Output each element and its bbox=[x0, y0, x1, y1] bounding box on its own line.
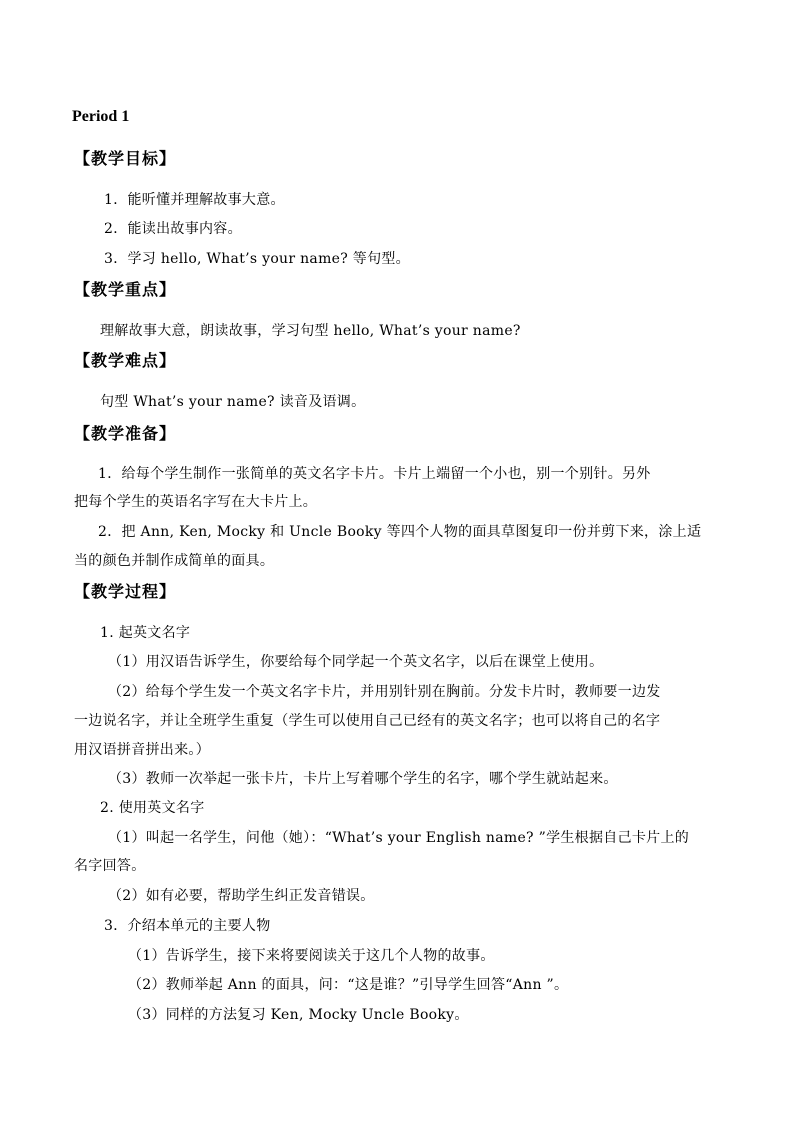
process-step-title: 1. 起英文名字 bbox=[100, 625, 191, 641]
process-line: （2）给每个学生发一个英文名字卡片，并用别针别在胸前。分发卡片时，教师要一边发 bbox=[108, 684, 661, 700]
goal-item: 1．能听懂并理解故事大意。 bbox=[104, 192, 285, 208]
preparation-line: 当的颜色并制作成简单的面具。 bbox=[74, 553, 275, 569]
preparation-heading: 【教学准备】 bbox=[74, 424, 177, 443]
goal-item: 3．学习 hello, What’s your name? 等句型。 bbox=[104, 251, 410, 267]
goal-item: 2．能读出故事内容。 bbox=[104, 221, 242, 237]
difficulty-text: 句型 What’s your name? 读音及语调。 bbox=[100, 394, 366, 410]
process-line: 一边说名字，并让全班学生重复（学生可以使用自己已经有的英文名字；也可以将自己的名字 bbox=[74, 713, 661, 729]
process-line: （1）用汉语告诉学生，你要给每个同学起一个英文名字，以后在课堂上使用。 bbox=[108, 654, 604, 670]
preparation-line: 把每个学生的英语名字写在大卡片上。 bbox=[74, 494, 318, 510]
focus-heading: 【教学重点】 bbox=[74, 280, 177, 299]
goals-heading: 【教学目标】 bbox=[74, 149, 177, 168]
process-line: （1）叫起一名学生，问他（她）：“What’s your English name? ”学生根据自己卡片上的 bbox=[108, 830, 690, 846]
process-line: 用汉语拼音拼出来。） bbox=[74, 742, 210, 758]
page-title: Period 1 bbox=[72, 108, 130, 125]
difficulty-heading: 【教学难点】 bbox=[74, 351, 177, 370]
process-step-title: 3．介绍本单元的主要人物 bbox=[104, 918, 271, 934]
preparation-line: 2．把 Ann, Ken, Mocky 和 Uncle Booky 等四个人物的面具草图复印一份并剪下来，涂上适 bbox=[98, 524, 702, 540]
process-line: （2）如有必要，帮助学生纠正发音错误。 bbox=[108, 888, 375, 904]
process-line: （1）告诉学生，接下来将要阅读关于这几个人物的故事。 bbox=[128, 948, 495, 964]
process-line: （2）教师举起 Ann 的面具，问：“这是谁？”引导学生回答“Ann ”。 bbox=[128, 977, 569, 993]
process-line: 名字回答。 bbox=[74, 858, 146, 874]
process-step-title: 2. 使用英文名字 bbox=[100, 800, 205, 816]
preparation-line: 1．给每个学生制作一张简单的英文名字卡片。卡片上端留一个小也，别一个别针。另外 bbox=[98, 466, 651, 482]
focus-text: 理解故事大意，朗读故事，学习句型 hello, What’s your name? bbox=[100, 323, 521, 339]
process-line: （3）同样的方法复习 Ken, Mocky Uncle Booky。 bbox=[128, 1007, 469, 1023]
process-line: （3）教师一次举起一张卡片，卡片上写着哪个学生的名字，哪个学生就站起来。 bbox=[108, 771, 618, 787]
process-heading: 【教学过程】 bbox=[74, 582, 177, 601]
